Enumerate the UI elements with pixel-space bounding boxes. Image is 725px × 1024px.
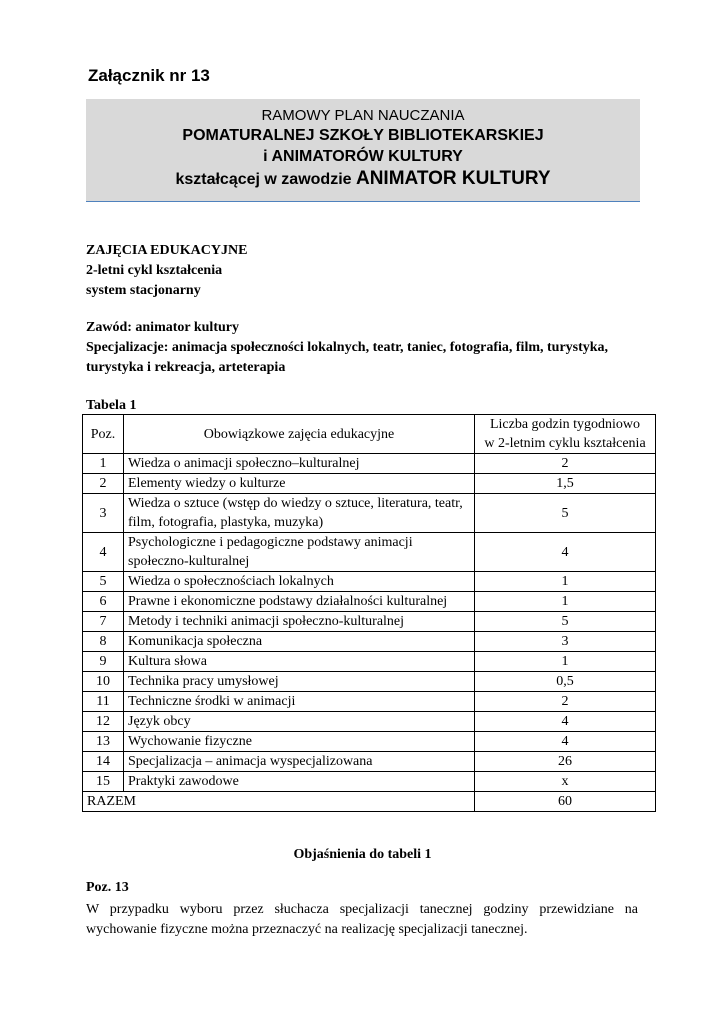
row-subject: Wiedza o sztuce (wstęp do wiedzy o sztuce, literatura, teatr, film, fotografia, plastyka, muzyka) (124, 494, 475, 533)
subjects-table (82, 414, 656, 812)
row-num: 7 (83, 612, 124, 632)
row-hours: 4 (475, 712, 656, 732)
explanation-item-label: Poz. 13 (86, 880, 129, 895)
school-name-line2: i ANIMATORÓW KULTURY (263, 148, 463, 165)
total-label: RAZEM (83, 792, 475, 812)
row-subject: Wychowanie fizyczne (124, 732, 475, 752)
row-num: 1 (83, 454, 124, 474)
row-num: 2 (83, 474, 124, 494)
explanations-title: Objaśnienia do tabeli 1 (293, 847, 432, 862)
profession-info: Zawód: animator kultury (86, 320, 239, 335)
profession-line (86, 167, 640, 192)
cycle-info: 2-letni cykl kształcenia (86, 263, 223, 278)
total-row (83, 792, 656, 812)
row-subject: Praktyki zawodowe (124, 772, 475, 792)
table-row (83, 752, 656, 772)
header-hours (475, 415, 656, 454)
header-name: Obowiązkowe zajęcia edukacyjne (124, 415, 475, 454)
table-row (83, 474, 656, 494)
table-row (83, 772, 656, 792)
explanation-item-text: W przypadku wyboru przez słuchacza specjalizacji tanecznej godziny przewidziane na wychowanie fizyczne można przeznaczyć na realizację specjalizacji tanecznej. (86, 902, 638, 937)
system-info: system stacjonarny (86, 283, 201, 298)
table-row (83, 732, 656, 752)
table-row (83, 632, 656, 652)
row-num: 8 (83, 632, 124, 652)
row-num: 5 (83, 572, 124, 592)
row-num: 6 (83, 592, 124, 612)
row-hours: 0,5 (475, 672, 656, 692)
row-hours: 1,5 (475, 474, 656, 494)
row-hours: 4 (475, 732, 656, 752)
row-subject: Język obcy (124, 712, 475, 732)
row-hours: 2 (475, 692, 656, 712)
table-caption: Tabela 1 (86, 398, 137, 413)
row-num: 11 (83, 692, 124, 712)
row-hours: 1 (475, 652, 656, 672)
table-row (83, 692, 656, 712)
row-hours: 2 (475, 454, 656, 474)
total-value: 60 (475, 792, 656, 812)
row-num: 14 (83, 752, 124, 772)
school-name-line1: POMATURALNEJ SZKOŁY BIBLIOTEKARSKIEJ (182, 127, 544, 144)
table-row (83, 454, 656, 474)
row-num: 9 (83, 652, 124, 672)
table-row (83, 494, 656, 533)
row-subject: Psychologiczne i pedagogiczne podstawy animacji społeczno-kulturalnej (124, 533, 475, 572)
table-row (83, 533, 656, 572)
row-hours: 3 (475, 632, 656, 652)
table-row (83, 592, 656, 612)
row-subject: Metody i techniki animacji społeczno-kulturalnej (124, 612, 475, 632)
title-banner (86, 99, 640, 202)
row-subject: Prawne i ekonomiczne podstawy działalności kulturalnej (124, 592, 475, 612)
row-num: 3 (83, 494, 124, 533)
row-hours: 1 (475, 592, 656, 612)
plan-title: RAMOWY PLAN NAUCZANIA (261, 107, 465, 124)
section-heading: ZAJĘCIA EDUKACYJNE (86, 243, 248, 258)
specializations-info: Specjalizacje: animacja społeczności lokalnych, teatr, taniec, fotografia, film, turystyka, turystyka i rekreacja, arteterapia (86, 340, 609, 375)
row-subject: Komunikacja społeczna (124, 632, 475, 652)
table-row (83, 652, 656, 672)
row-hours: 5 (475, 612, 656, 632)
header-hours-line1: Liczba godzin tygodniowo (489, 417, 641, 432)
row-hours: 5 (475, 494, 656, 533)
row-hours: 4 (475, 533, 656, 572)
table-row (83, 612, 656, 632)
row-subject: Kultura słowa (124, 652, 475, 672)
row-subject: Specjalizacja – animacja wyspecjalizowana (124, 752, 475, 772)
row-num: 13 (83, 732, 124, 752)
table-row (83, 572, 656, 592)
row-subject: Wiedza o animacji społeczno–kulturalnej (124, 454, 475, 474)
table-row (83, 712, 656, 732)
row-subject: Wiedza o społecznościach lokalnych (124, 572, 475, 592)
profession-name: ANIMATOR KULTURY (355, 168, 551, 189)
table-header-row (83, 415, 656, 454)
profession-block (86, 318, 646, 378)
row-hours: 26 (475, 752, 656, 772)
row-num: 12 (83, 712, 124, 732)
appendix-title: Załącznik nr 13 (88, 66, 210, 85)
row-hours: x (475, 772, 656, 792)
row-subject: Technika pracy umysłowej (124, 672, 475, 692)
row-num: 4 (83, 533, 124, 572)
header-num: Poz. (83, 415, 124, 454)
profession-prefix: kształcącej w zawodzie (175, 171, 356, 188)
row-num: 15 (83, 772, 124, 792)
intro-block (86, 241, 247, 301)
row-num: 10 (83, 672, 124, 692)
table-row (83, 672, 656, 692)
header-hours-line2: w 2-letnim cyklu kształcenia (484, 436, 646, 451)
row-hours: 1 (475, 572, 656, 592)
row-subject: Techniczne środki w animacji (124, 692, 475, 712)
row-subject: Elementy wiedzy o kulturze (124, 474, 475, 494)
